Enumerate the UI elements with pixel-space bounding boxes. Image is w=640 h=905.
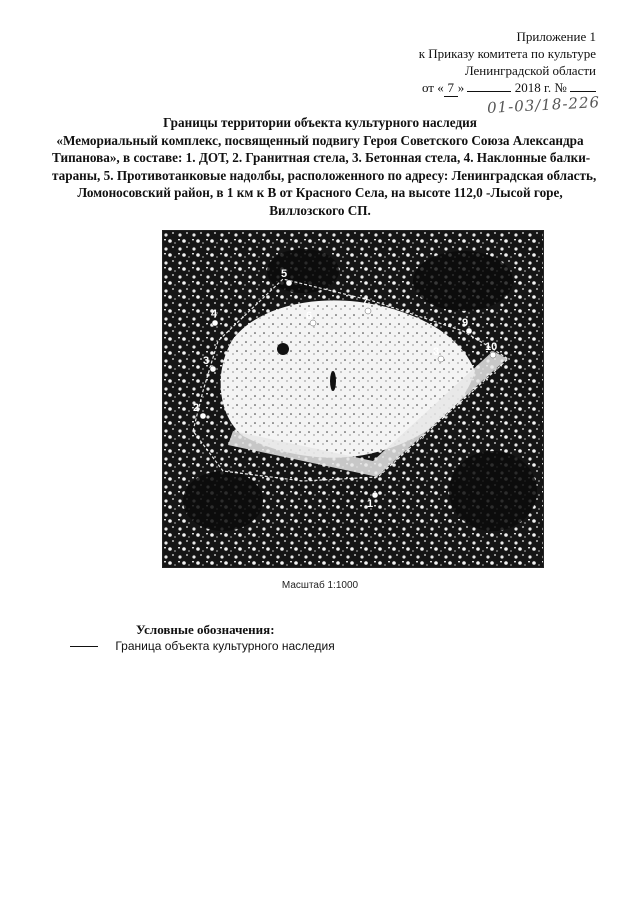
appendix-label: Приложение 1 (516, 29, 596, 44)
boundary-line-icon (70, 646, 98, 647)
map-point-label: 7 (362, 296, 369, 308)
map-point-label: 4 (211, 308, 218, 320)
order-reference: к Приказу комитета по культуре (418, 46, 596, 61)
map-point-label: 3 (203, 355, 210, 367)
map-scale: Масштаб 1:1000 (281, 580, 359, 591)
date-mid: » (457, 80, 465, 95)
date-month-blank (467, 79, 511, 92)
appendix-header (419, 28, 596, 97)
map-point-label: 10 (485, 341, 498, 353)
title-line: Ломоносовский район, в 1 км к В от Красного Села, на высоте 112,0 -Лысой горе, (77, 185, 563, 201)
map-point-label: 5 (281, 268, 288, 280)
title-line: Типанова», в составе: 1. ДОТ, 2. Гранитная стела, 3. Бетонная стела, 4. Наклонные балки- (52, 150, 591, 166)
title-line: тараны, 5. Противотанковые надолбы, расположенного по адресу: Ленинградская область, (52, 167, 597, 183)
map-point-label: 8 (433, 346, 440, 358)
map-point-label: 2 (193, 402, 200, 414)
region-name: Ленинградской области (464, 63, 596, 78)
title-line: Виллозского СП. (269, 202, 371, 218)
map-point-label: 6 (306, 310, 313, 322)
document-title (52, 114, 597, 220)
date-year: 2018 г. № (514, 80, 567, 95)
legend-title: Условные обозначения: (136, 622, 275, 637)
map-point-label: 1 (367, 498, 374, 510)
legend-item (70, 639, 335, 653)
handwritten-order-number: 01-03/18-226 (486, 93, 601, 117)
date-prefix: от « (421, 80, 444, 95)
title-line: Границы территории объекта культурного наследия (163, 115, 477, 130)
order-number-blank (570, 79, 596, 92)
legend-item-label: Граница объекта культурного наследия (115, 639, 335, 653)
aerial-map-image (163, 231, 543, 567)
date-day: 7 (444, 79, 458, 97)
aerial-map (162, 230, 544, 568)
title-line: «Мемориальный комплекс, посвященный подвигу Героя Советского Союза Александра (56, 132, 584, 148)
map-point-label: 9 (462, 317, 469, 329)
